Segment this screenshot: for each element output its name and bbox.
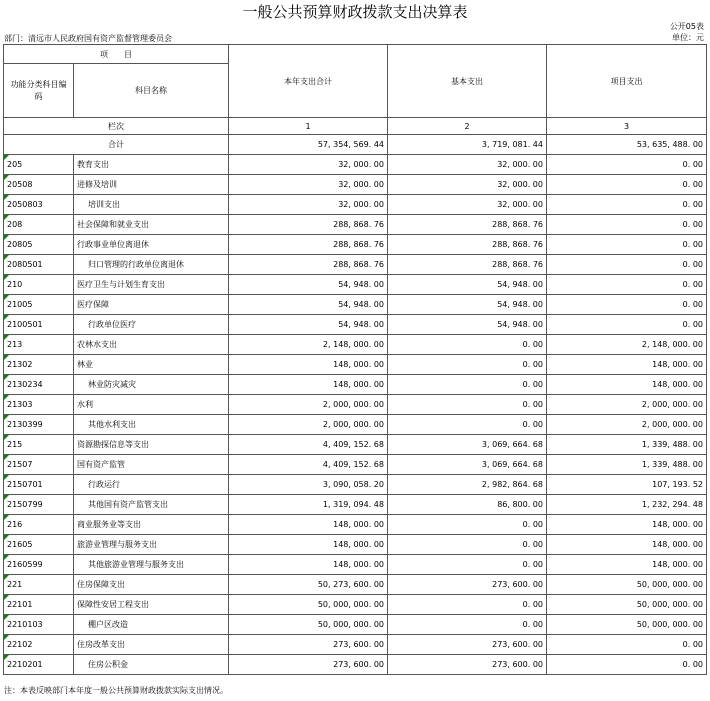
col-number-3: 3 [547, 118, 707, 135]
row-code: 2210201 [4, 655, 74, 675]
row-total: 148, 000. 00 [229, 515, 388, 535]
form-code-label: 公开05表 [669, 22, 704, 31]
subject-name-header: 科目名称 [74, 64, 229, 118]
row-basic: 0. 00 [388, 615, 547, 635]
row-code: 2130399 [4, 415, 74, 435]
row-total: 2, 000, 000. 00 [229, 415, 388, 435]
basic-column-header: 基本支出 [388, 45, 547, 118]
row-basic: 2, 982, 864. 68 [388, 475, 547, 495]
row-code: 2210103 [4, 615, 74, 635]
row-code: 20508 [4, 175, 74, 195]
row-project: 0. 00 [547, 255, 707, 275]
table-row [4, 195, 707, 215]
row-total: 148, 000. 00 [229, 535, 388, 555]
row-project: 148, 000. 00 [547, 375, 707, 395]
row-basic: 273, 600. 00 [388, 635, 547, 655]
row-subject-name: 进修及培训 [74, 175, 229, 195]
row-code: 21302 [4, 355, 74, 375]
total-row-label: 合计 [4, 135, 229, 155]
row-total: 148, 000. 00 [229, 355, 388, 375]
row-code: 21507 [4, 455, 74, 475]
table-row [4, 175, 707, 195]
row-code: 205 [4, 155, 74, 175]
row-total: 4, 409, 152. 68 [229, 435, 388, 455]
row-project: 0. 00 [547, 295, 707, 315]
row-basic: 0. 00 [388, 515, 547, 535]
row-subject-name: 旅游业管理与服务支出 [74, 535, 229, 555]
row-code: 2050803 [4, 195, 74, 215]
row-subject-name: 归口管理的行政单位离退休 [74, 255, 229, 275]
row-basic: 3, 069, 664. 68 [388, 455, 547, 475]
row-basic: 0. 00 [388, 595, 547, 615]
row-total: 1, 319, 094. 48 [229, 495, 388, 515]
row-subject-name: 医疗保障 [74, 295, 229, 315]
row-total: 50, 000, 000. 00 [229, 595, 388, 615]
table-row [4, 355, 707, 375]
row-total: 288, 868. 76 [229, 215, 388, 235]
item-group-header: 项 目 [4, 45, 229, 64]
table-row [4, 315, 707, 335]
table-row [4, 655, 707, 675]
row-basic: 0. 00 [388, 535, 547, 555]
row-code: 208 [4, 215, 74, 235]
table-row [4, 455, 707, 475]
row-total: 32, 000. 00 [229, 155, 388, 175]
table-row [4, 295, 707, 315]
row-project: 0. 00 [547, 195, 707, 215]
row-basic: 32, 000. 00 [388, 195, 547, 215]
row-total: 54, 948. 00 [229, 275, 388, 295]
table-row [4, 215, 707, 235]
row-subject-name: 林业 [74, 355, 229, 375]
row-project: 0. 00 [547, 655, 707, 675]
row-total: 148, 000. 00 [229, 375, 388, 395]
row-total: 2, 148, 000. 00 [229, 335, 388, 355]
table-row [4, 495, 707, 515]
row-project: 0. 00 [547, 275, 707, 295]
footnote: 注：本表反映部门本年度一般公共预算财政拨款实际支出情况。 [4, 686, 228, 695]
row-code: 216 [4, 515, 74, 535]
row-project: 0. 00 [547, 235, 707, 255]
col-number-1: 1 [229, 118, 388, 135]
table-row [4, 395, 707, 415]
row-basic: 273, 600. 00 [388, 575, 547, 595]
table-row [4, 375, 707, 395]
row-subject-name: 棚户区改造 [74, 615, 229, 635]
row-basic: 32, 000. 00 [388, 155, 547, 175]
table-row [4, 235, 707, 255]
row-subject-name: 林业防灾减灾 [74, 375, 229, 395]
row-total: 54, 948. 00 [229, 295, 388, 315]
row-basic: 0. 00 [388, 395, 547, 415]
header-row-group [4, 45, 707, 64]
table-row [4, 555, 707, 575]
row-subject-name: 其他旅游业管理与服务支出 [74, 555, 229, 575]
row-subject-name: 农林水支出 [74, 335, 229, 355]
total-row-project: 53, 635, 488. 00 [547, 135, 707, 155]
report-title: 一般公共预算财政拨款支出决算表 [242, 3, 468, 21]
row-total: 4, 409, 152. 68 [229, 455, 388, 475]
row-code: 2100501 [4, 315, 74, 335]
row-project: 2, 000, 000. 00 [547, 395, 707, 415]
row-code: 2160599 [4, 555, 74, 575]
row-code: 210 [4, 275, 74, 295]
row-code: 22102 [4, 635, 74, 655]
row-code: 20805 [4, 235, 74, 255]
row-subject-name: 行政单位医疗 [74, 315, 229, 335]
row-project: 148, 000. 00 [547, 355, 707, 375]
row-code: 21005 [4, 295, 74, 315]
row-subject-name: 资源勘探信息等支出 [74, 435, 229, 455]
expenditure-table [3, 44, 707, 675]
row-number-label: 栏次 [4, 118, 229, 135]
row-subject-name: 水利 [74, 395, 229, 415]
table-row [4, 155, 707, 175]
row-code: 2130234 [4, 375, 74, 395]
row-code: 21605 [4, 535, 74, 555]
total-row-total: 57, 354, 569. 44 [229, 135, 388, 155]
total-row-basic: 3, 719, 081. 44 [388, 135, 547, 155]
row-basic: 0. 00 [388, 415, 547, 435]
table-row [4, 535, 707, 555]
row-total: 2, 000, 000. 00 [229, 395, 388, 415]
row-project: 1, 339, 488. 00 [547, 455, 707, 475]
table-row [4, 435, 707, 455]
row-subject-name: 行政事业单位离退休 [74, 235, 229, 255]
row-code: 2080501 [4, 255, 74, 275]
table-row [4, 415, 707, 435]
unit-caption: 单位： [672, 33, 696, 42]
total-column-header: 本年支出合计 [229, 45, 388, 118]
project-column-header: 项目支出 [547, 45, 707, 118]
table-row [4, 575, 707, 595]
row-subject-name: 国有资产监管 [74, 455, 229, 475]
row-subject-name: 住房公积金 [74, 655, 229, 675]
row-project: 0. 00 [547, 175, 707, 195]
row-basic: 288, 868. 76 [388, 255, 547, 275]
row-code: 2150701 [4, 475, 74, 495]
col-number-2: 2 [388, 118, 547, 135]
row-project: 1, 232, 294. 48 [547, 495, 707, 515]
row-code: 22101 [4, 595, 74, 615]
row-total: 50, 273, 600. 00 [229, 575, 388, 595]
row-project: 2, 148, 000. 00 [547, 335, 707, 355]
row-subject-name: 教育支出 [74, 155, 229, 175]
row-basic: 54, 948. 00 [388, 275, 547, 295]
row-basic: 54, 948. 00 [388, 315, 547, 335]
row-project: 148, 000. 00 [547, 515, 707, 535]
row-total: 32, 000. 00 [229, 195, 388, 215]
row-basic: 273, 600. 00 [388, 655, 547, 675]
row-subject-name: 住房改革支出 [74, 635, 229, 655]
func-code-header: 功能分类科目编码 [4, 64, 74, 118]
row-code: 215 [4, 435, 74, 455]
row-total: 273, 600. 00 [229, 635, 388, 655]
row-subject-name: 保障性安居工程支出 [74, 595, 229, 615]
table-row [4, 335, 707, 355]
row-project: 2, 000, 000. 00 [547, 415, 707, 435]
row-project: 0. 00 [547, 215, 707, 235]
row-project: 1, 339, 488. 00 [547, 435, 707, 455]
row-project: 0. 00 [547, 315, 707, 335]
row-project: 148, 000. 00 [547, 555, 707, 575]
row-total: 273, 600. 00 [229, 655, 388, 675]
row-total: 288, 868. 76 [229, 235, 388, 255]
row-project: 50, 000, 000. 00 [547, 575, 707, 595]
row-basic: 3, 069, 664. 68 [388, 435, 547, 455]
row-subject-name: 社会保障和就业支出 [74, 215, 229, 235]
table-row [4, 515, 707, 535]
row-code: 213 [4, 335, 74, 355]
column-number-row [4, 118, 707, 135]
row-project: 50, 000, 000. 00 [547, 595, 707, 615]
row-basic: 288, 868. 76 [388, 215, 547, 235]
row-basic: 32, 000. 00 [388, 175, 547, 195]
row-subject-name: 其他国有资产监管支出 [74, 495, 229, 515]
department-label: 部门：清远市人民政府国有资产监督管理委员会 [4, 34, 172, 43]
row-total: 288, 868. 76 [229, 255, 388, 275]
row-subject-name: 培训支出 [74, 195, 229, 215]
row-basic: 0. 00 [388, 335, 547, 355]
table-row [4, 615, 707, 635]
row-basic: 0. 00 [388, 555, 547, 575]
row-code: 21303 [4, 395, 74, 415]
row-subject-name: 商业服务业等支出 [74, 515, 229, 535]
row-basic: 288, 868. 76 [388, 235, 547, 255]
row-basic: 86, 800. 00 [388, 495, 547, 515]
row-total: 54, 948. 00 [229, 315, 388, 335]
unit-value: 元 [696, 33, 704, 42]
row-project: 0. 00 [547, 635, 707, 655]
row-basic: 0. 00 [388, 375, 547, 395]
row-project: 50, 000, 000. 00 [547, 615, 707, 635]
table-row [4, 595, 707, 615]
row-total: 148, 000. 00 [229, 555, 388, 575]
table-row [4, 475, 707, 495]
row-code: 221 [4, 575, 74, 595]
row-subject-name: 其他水利支出 [74, 415, 229, 435]
row-basic: 54, 948. 00 [388, 295, 547, 315]
row-total: 32, 000. 00 [229, 175, 388, 195]
row-basic: 0. 00 [388, 355, 547, 375]
row-subject-name: 行政运行 [74, 475, 229, 495]
row-total: 50, 000, 000. 00 [229, 615, 388, 635]
row-project: 0. 00 [547, 155, 707, 175]
table-row [4, 275, 707, 295]
row-total: 3, 090, 058. 20 [229, 475, 388, 495]
total-row [4, 135, 707, 155]
unit-label [668, 33, 704, 43]
row-project: 107, 193. 52 [547, 475, 707, 495]
row-project: 148, 000. 00 [547, 535, 707, 555]
row-subject-name: 医疗卫生与计划生育支出 [74, 275, 229, 295]
row-subject-name: 住房保障支出 [74, 575, 229, 595]
row-code: 2150799 [4, 495, 74, 515]
table-row [4, 255, 707, 275]
table-row [4, 635, 707, 655]
